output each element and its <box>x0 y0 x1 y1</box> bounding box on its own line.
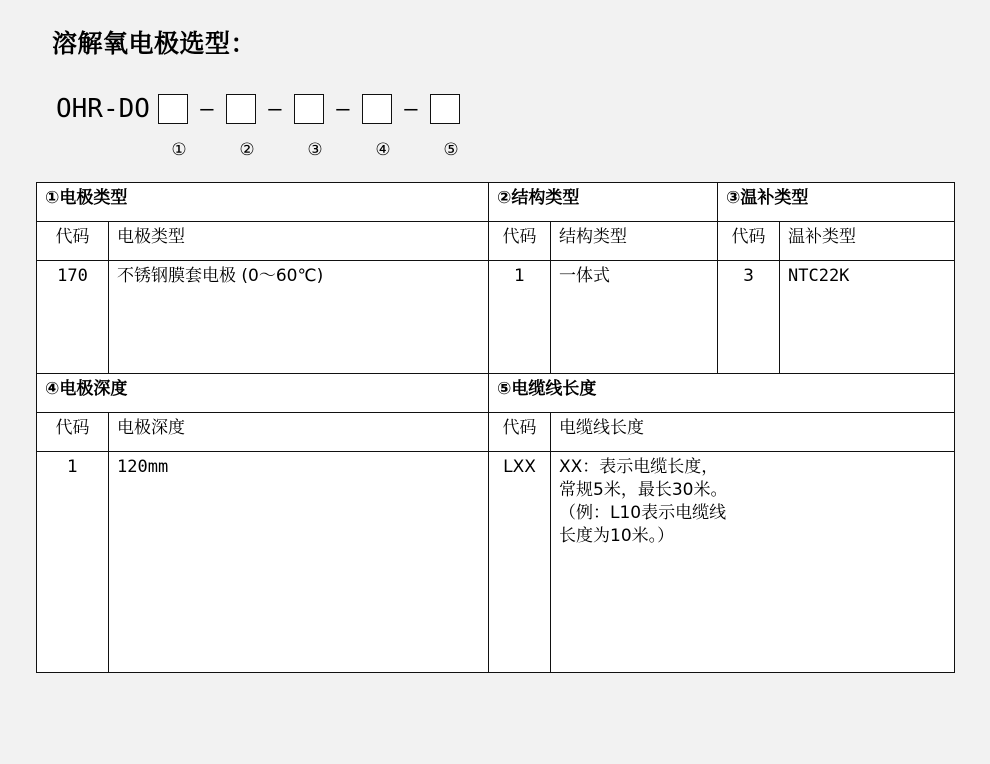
code-box-4[interactable] <box>362 94 392 124</box>
dash-1: – <box>200 96 214 122</box>
section2-header: ②结构类型 <box>489 183 718 222</box>
section4-col-code: 代码 <box>37 413 109 452</box>
marker-1: ① <box>171 140 187 160</box>
section5-header: ⑤电缆线长度 <box>489 374 955 413</box>
code-box-2[interactable] <box>226 94 256 124</box>
model-marker-row <box>56 137 466 163</box>
section3-row-code: 3 <box>718 261 780 374</box>
dash-4: – <box>404 96 418 122</box>
table-row <box>37 261 955 374</box>
marker-2: ② <box>239 140 255 160</box>
section2-col-code: 代码 <box>489 222 551 261</box>
section4-col-name: 电极深度 <box>109 413 489 452</box>
table-row <box>37 222 955 261</box>
section2-row-code: 1 <box>489 261 551 374</box>
dash-2: – <box>268 96 282 122</box>
model-code-row <box>56 89 460 129</box>
section5-desc-line-2: 常规5米，最长30米。 <box>559 479 728 500</box>
page-title: 溶解氧电极选型： <box>52 29 257 58</box>
section3-row-name: NTC22K <box>780 261 955 374</box>
selection-table <box>36 182 955 673</box>
section5-col-name: 电缆线长度 <box>551 413 955 452</box>
section5-desc-line-4: 长度为10米。） <box>559 525 675 546</box>
section1-row-name: 不锈钢膜套电极 (0～60℃) <box>109 261 489 374</box>
section3-col-code: 代码 <box>718 222 780 261</box>
table-row <box>37 413 955 452</box>
section3-header: ③温补类型 <box>718 183 955 222</box>
section1-row-code: 170 <box>37 261 109 374</box>
section5-desc-line-1: XX：表示电缆长度， <box>559 457 719 477</box>
code-box-1[interactable] <box>158 94 188 124</box>
section5-row-desc <box>551 452 955 673</box>
section1-header: ①电极类型 <box>37 183 489 222</box>
code-box-3[interactable] <box>294 94 324 124</box>
section2-col-name: 结构类型 <box>551 222 718 261</box>
section2-row-name: 一体式 <box>551 261 718 374</box>
section5-row-code: LXX <box>489 452 551 673</box>
model-prefix: OHR-DO <box>56 94 150 124</box>
section4-row-code: 1 <box>37 452 109 673</box>
marker-3: ③ <box>307 140 323 160</box>
section4-row-name: 120mm <box>109 452 489 673</box>
section5-col-code: 代码 <box>489 413 551 452</box>
section1-col-name: 电极类型 <box>109 222 489 261</box>
table-row <box>37 452 955 673</box>
marker-4: ④ <box>375 140 391 160</box>
section4-header: ④电极深度 <box>37 374 489 413</box>
section5-desc-line-3: （例：L10表示电缆线 <box>559 502 727 523</box>
code-box-5[interactable] <box>430 94 460 124</box>
section1-col-code: 代码 <box>37 222 109 261</box>
dash-3: – <box>336 96 350 122</box>
table-row <box>37 183 955 222</box>
table-row <box>37 374 955 413</box>
marker-5: ⑤ <box>443 140 459 160</box>
section3-col-name: 温补类型 <box>780 222 955 261</box>
